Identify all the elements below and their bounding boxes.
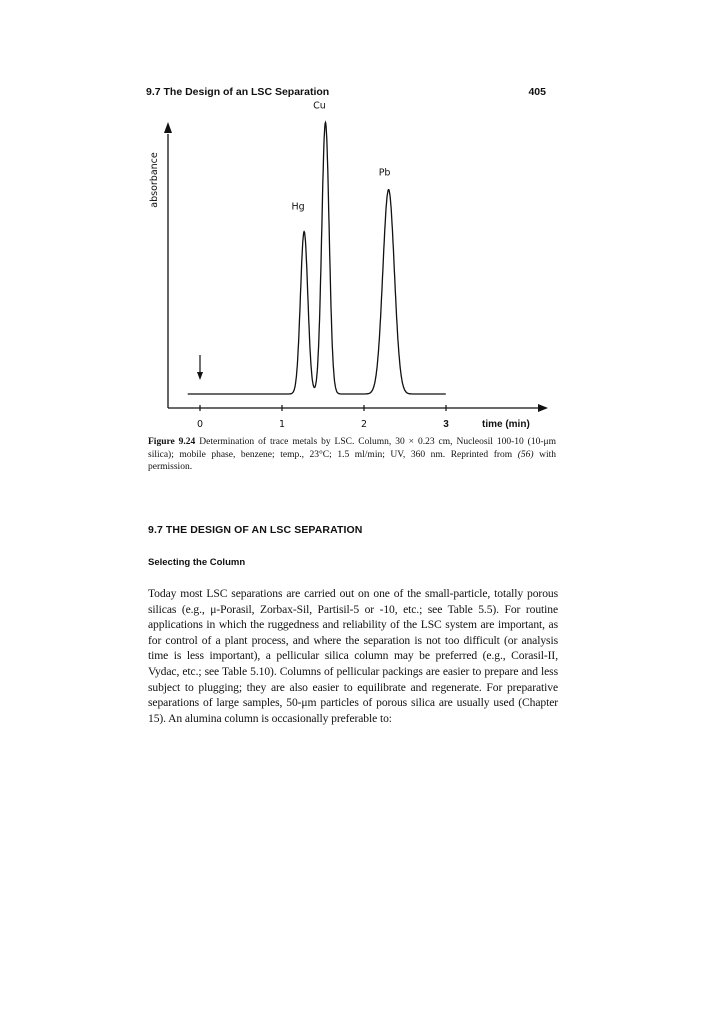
chromatogram-figure [140,100,560,433]
y-axis-arrow [164,122,172,133]
page-number: 405 [528,86,546,98]
running-head [146,86,546,102]
injection-arrowhead [197,372,203,380]
subsection-heading: Selecting the Column [148,557,246,568]
x-tick-label: 0 [196,419,204,430]
peak-label: Cu [313,100,326,112]
x-tick-label: 1 [278,419,286,430]
y-axis-label: absorbance [149,152,160,208]
peak-labels [292,100,391,212]
figure-label: Figure 9.24 [148,437,196,447]
running-head-section: 9.7 The Design of an LSC Separation [146,86,330,98]
figure-caption [148,436,556,474]
x-axis-label: time (min) [482,419,530,430]
section-heading: 9.7 THE DESIGN OF AN LSC SEPARATION [148,524,363,536]
x-tick-label: 2 [360,419,368,430]
x-axis-arrow [538,404,548,412]
figure-caption-end: with permission. [148,449,557,472]
body-paragraph: Today most LSC separations are carried out on one of the small-particle, totally porous silicas (e.g., μ-Porasil, Zorbax-Sil, Partisil-5 or -10, etc.; see Table 5.5). For routine applications in which the ruggedness and reliability of the LSC system are important, as for control of a plant process, and where the separation is not too difficult (or analysis time is less important), a pellicular silica column may be preferred (e.g., Corasil-II, Vydac, etc.; see Table 5.10). Columns of pellicular packings are easier to prepare and less subject to plugging; they are also easier to equilibrate and regenerate. For preparative separations of large samples, 50-μm particles of porous silica are usually used (Chapter 15). An alumina column is occasionally preferable to: [148,587,558,725]
chart-axes [149,122,548,430]
peak-label: Hg [291,201,305,213]
x-ticks [197,355,449,430]
x-tick-label: 3 [443,419,449,430]
chromatogram-trace [188,122,446,394]
figure-reference: (56) [517,449,534,460]
chromatogram-trace-group [188,122,446,394]
figure-caption-text: Determination of trace metals by LSC. Column, 30 × 0.23 cm, Nucleosil 100-10 (10-μm silica); mobile phase, benzene; temp., 23°C; 1.5 ml/min; UV, 360 nm. Reprinted from [148,437,556,460]
peak-label: Pb [378,167,391,179]
